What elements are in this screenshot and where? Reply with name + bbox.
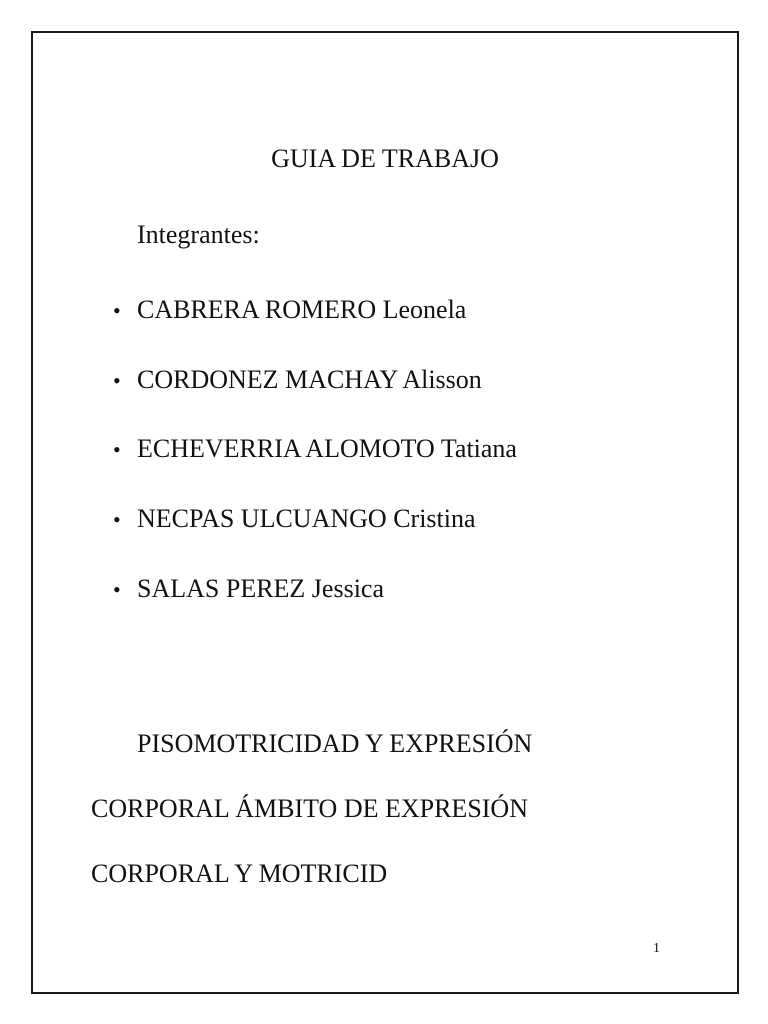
member-name: CORDONEZ MACHAY Alisson xyxy=(137,365,482,394)
bullet-icon: • xyxy=(113,368,121,393)
member-name: CABRERA ROMERO Leonela xyxy=(137,295,467,324)
member-name: NECPAS ULCUANGO Cristina xyxy=(137,504,476,533)
list-item xyxy=(113,365,482,396)
bullet-icon: • xyxy=(113,437,121,462)
subject-line: CORPORAL Y MOTRICID xyxy=(91,859,388,888)
subject-line: CORPORAL ÁMBITO DE EXPRESIÓN xyxy=(91,794,528,823)
bullet-icon: • xyxy=(113,507,121,532)
member-name: ECHEVERRIA ALOMOTO Tatiana xyxy=(137,434,517,463)
members-heading: Integrantes: xyxy=(137,220,260,249)
bullet-icon: • xyxy=(113,577,121,602)
document-title: GUIA DE TRABAJO xyxy=(271,144,499,173)
member-name: SALAS PEREZ Jessica xyxy=(137,574,384,603)
page-number: 1 xyxy=(653,941,660,956)
subject-line: PISOMOTRICIDAD Y EXPRESIÓN xyxy=(137,729,533,758)
list-item xyxy=(113,504,476,535)
list-item xyxy=(113,434,517,465)
document-page xyxy=(31,31,739,994)
list-item xyxy=(113,295,466,326)
list-item xyxy=(113,574,384,605)
bullet-icon: • xyxy=(113,298,121,323)
